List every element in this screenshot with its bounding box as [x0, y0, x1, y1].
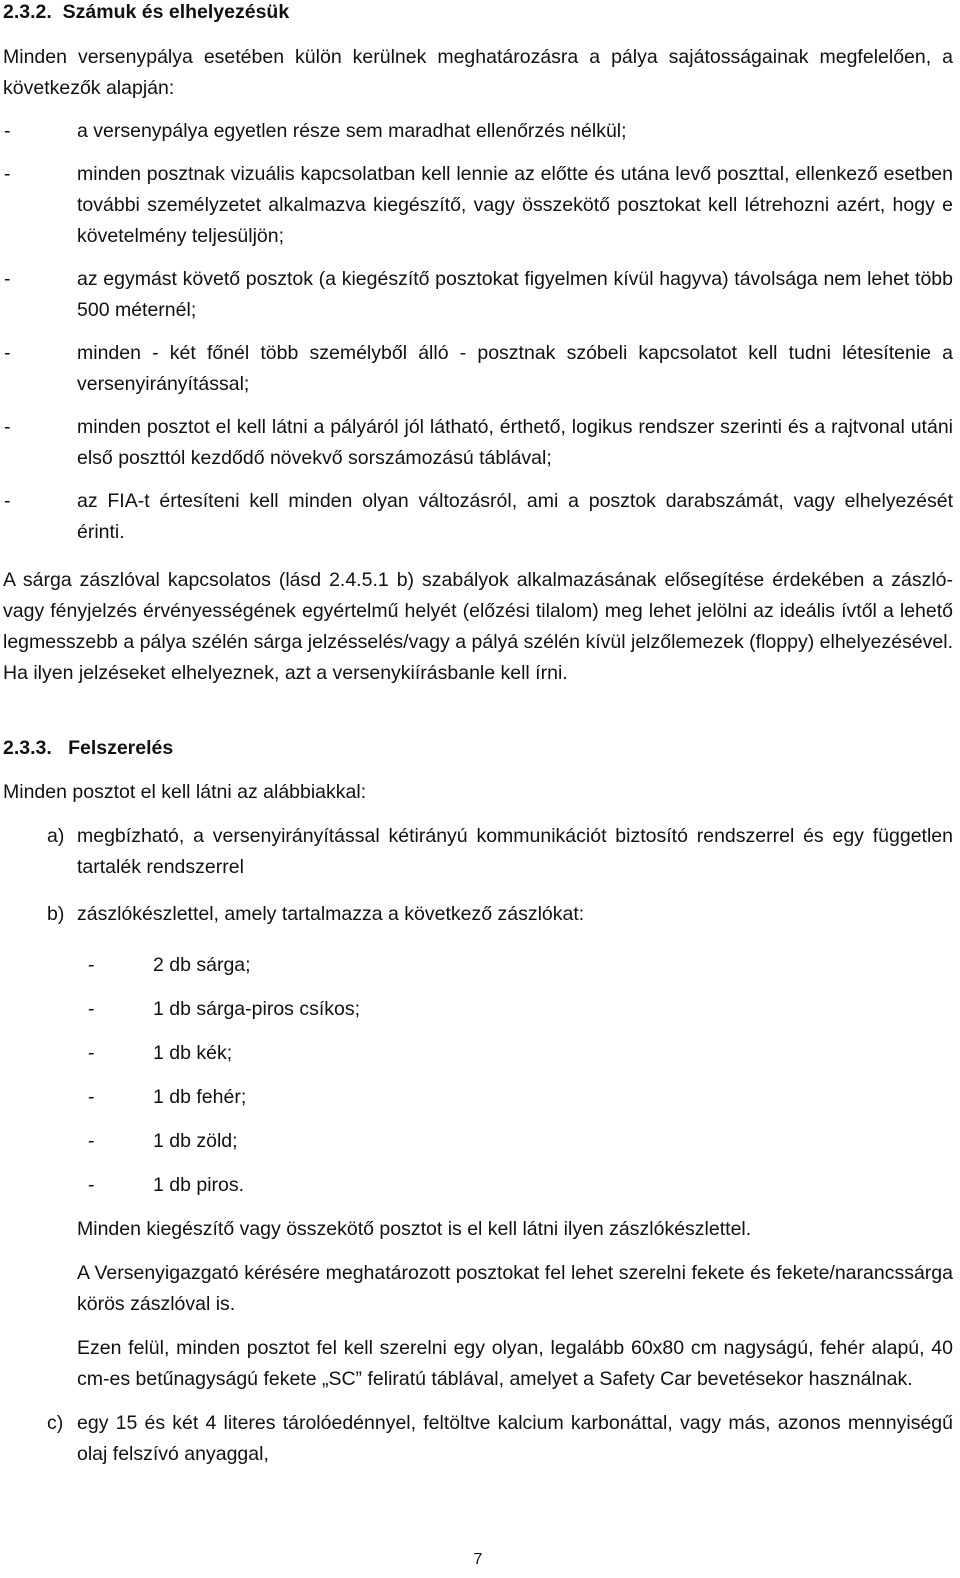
item-marker: b) [47, 903, 65, 925]
item-text: zászlókészlettel, amely tartalmazza a következő zászlókat: [77, 903, 585, 925]
list-item: - minden posztnak vizuális kapcsolatban kell lennie az előtte és utána levő poszttal, ellenkező esetben további személyzetet alkalmazva kiegészítő, vagy összekötő posztokat kell létrehozni azért, hogy e követelmény teljesüljön; [3, 159, 953, 252]
bullet-dash: - [4, 490, 11, 512]
item-text: megbízható, a versenyirányítással kétirányú kommunikációt biztosító rendszerrel és egy független tartalék rendszerrel [77, 825, 953, 878]
bullet-dash: - [88, 1130, 95, 1152]
item-text: egy 15 és két 4 literes tárolóedénnyel, feltöltve kalcium karbonáttal, vagy más, azonos mennyiségű olaj felszívó anyaggal, [77, 1412, 953, 1465]
yellow-flag-paragraph: A sárga zászlóval kapcsolatos (lásd 2.4.5.1 b) szabályok alkalmazásának elősegítése érdekében a zászló- vagy fényjelzés érvényességének egyértelmű helyét (előzési tilalom) meg lehet jelölni az ideális ívtől a lehető legmesszebb a pálya szélén sárga jelzésselés/vagy a pályá szélén kívül jelzőlemezek (floppy) elhelyezésével. Ha ilyen jelzéseket elhelyeznek, azt a versenykiírásbanle kell írni. [3, 569, 953, 684]
page-number: 7 [473, 1551, 483, 1568]
list-item-b [3, 899, 953, 1395]
intro-paragraph: Minden versenypálya esetében külön kerülnek meghatározásra a pálya sajátosságainak megfelelően, a következők alapján: [3, 46, 953, 99]
bullet-dash: - [4, 120, 11, 142]
flag-paragraph-3: Ezen felül, minden posztot fel kell szerelni egy olyan, legalább 60x80 cm nagyságú, fehér alapú, 40 cm-es betűnagyságú fekete „SC” feliratú táblával, amelyet a Safety Car bevetésekor használnak. [77, 1337, 953, 1390]
flag-item: - 1 db kék; [3, 1031, 953, 1075]
bullet-dash: - [4, 163, 11, 185]
list-item: - az FIA-t értesíteni kell minden olyan változásról, ami a posztok darabszámát, vagy elhelyezését érinti. [3, 486, 953, 548]
flag-item: - 2 db sárga; [3, 943, 953, 987]
list-item: - a versenypálya egyetlen része sem maradhat ellenőrzés nélkül; [3, 116, 953, 147]
equipment-list [3, 821, 953, 1470]
list-item: - minden - két főnél több személyből álló - posztnak szóbeli kapcsolatot kell tudni létesítenie a versenyirányítással; [3, 338, 953, 400]
bullet-dash: - [88, 1042, 95, 1064]
list-item-a [3, 821, 953, 883]
equipment-intro: Minden posztot el kell látni az alábbiakkal: [3, 781, 367, 803]
flag-item: - 1 db zöld; [3, 1119, 953, 1163]
bullet-dash: - [88, 1174, 95, 1196]
flag-item: - 1 db piros. [3, 1163, 953, 1207]
bullet-dash: - [4, 268, 11, 290]
bullet-dash: - [88, 954, 95, 976]
flag-paragraph-2: A Versenyigazgató kérésére meghatározott posztokat fel lehet szerelni fekete és fekete/narancssárga körös zászlóval is. [77, 1262, 953, 1315]
section-number: 2.3.2. [3, 1, 52, 23]
bullet-dash: - [4, 342, 11, 364]
section-heading-felszereles [3, 733, 173, 764]
flag-list [3, 943, 953, 1207]
bullet-dash: - [4, 416, 11, 438]
bullet-dash: - [88, 998, 95, 1020]
list-item: - minden posztot el kell látni a pályáról jól látható, érthető, logikus rendszer szerinti és a rajtvonal utáni első poszttól kezdődő növekvő sorszámozású táblával; [3, 412, 953, 474]
item-marker: a) [47, 825, 65, 847]
bullet-dash: - [88, 1086, 95, 1108]
flag-paragraph-1: Minden kiegészítő vagy összekötő posztot is el kell látni ilyen zászlókészlettel. [77, 1218, 752, 1240]
list-item: - az egymást követő posztok (a kiegészítő posztokat figyelmen kívül hagyva) távolsága nem lehet több 500 méternél; [3, 264, 953, 326]
flag-item: - 1 db fehér; [3, 1075, 953, 1119]
flag-item: - 1 db sárga-piros csíkos; [3, 987, 953, 1031]
section-title: Számuk és elhelyezésük [62, 1, 290, 23]
section-number: 2.3.3. [3, 737, 52, 759]
item-marker: c) [47, 1412, 64, 1434]
requirements-list [3, 116, 953, 548]
list-item-c [3, 1408, 953, 1470]
section-title: Felszerelés [68, 737, 174, 759]
section-heading-szamuk [3, 0, 289, 28]
